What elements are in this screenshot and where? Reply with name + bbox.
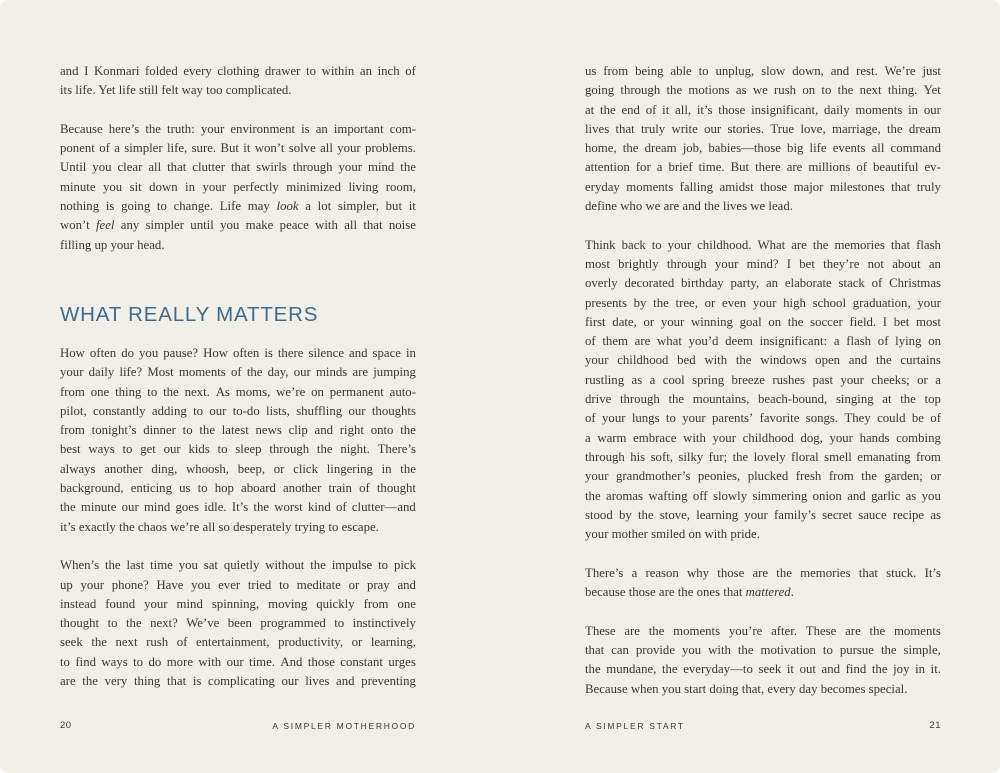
text-line: because those are the ones that mattered.: [585, 585, 794, 600]
text-line: the mundane, the everyday—to seek it out and find the joy in it.: [585, 662, 941, 677]
text-line: your grandmother’s peonies, plucked fresh from the garden; or: [585, 469, 941, 484]
left-page-text-column: [60, 62, 416, 691]
text-line: the aromas wafting off slowly simmering onion and garlic as you: [585, 488, 941, 503]
paragraph: [60, 62, 416, 101]
page-number-right: 21: [929, 720, 941, 731]
text-line: your daily life? Most moments of the day, our minds are jumping: [60, 365, 416, 380]
text-line: nothing is going to change. Life may look a lot simpler, but it: [60, 199, 416, 214]
text-line: These are the moments you’re after. These are the moments: [585, 623, 941, 638]
text-line: thought to the next? We’ve been programmed to instinctively: [60, 616, 416, 631]
text-line: from one thing to the next. As moms, we’re on permanent auto-: [60, 384, 416, 399]
text-line: your mother smiled on with pride.: [585, 527, 760, 542]
text-line: background, enticing us to hop aboard another train of thought: [60, 481, 416, 496]
text-line: at the end of it all, it’s those insignificant, daily moments in our: [585, 102, 941, 117]
text-line: the minute our mind goes idle. It’s the worst kind of clutter—and: [60, 500, 416, 515]
text-line: Think back to your childhood. What are the memories that flash: [585, 237, 941, 252]
text-line: to find ways to do more with our time. And those constant urges: [60, 654, 416, 669]
text-line: a warm embrace with your childhood dog, your hands combing: [585, 430, 941, 445]
text-line: When’s the last time you sat quietly without the impulse to pick: [60, 558, 416, 573]
paragraph: [60, 344, 416, 537]
running-footer-right: A SIMPLER START: [585, 721, 685, 731]
text-line: define who we are and the lives we lead.: [585, 199, 793, 214]
text-line: first date, or your winning goal on the soccer field. I bet most: [585, 314, 941, 329]
text-line: us from being able to unplug, slow down, and rest. We’re just: [585, 64, 941, 78]
text-line: drive through the mountains, beach-bound, singing at the top: [585, 392, 941, 407]
paragraph: [585, 564, 941, 603]
text-line: from tonight’s dinner to the latest news clip and right onto the: [60, 423, 416, 438]
text-line: its life. Yet life still felt way too complicated.: [60, 83, 292, 98]
text-line: of your lungs to your parents’ favorite songs. They could be of: [585, 411, 941, 426]
paragraph: [585, 236, 941, 545]
text-line: presents by the tree, or even your high school graduation, your: [585, 295, 941, 310]
right-page-text-column: [585, 62, 941, 699]
running-footer-left: A SIMPLER MOTHERHOOD: [272, 721, 416, 731]
text-line: lives that truly write our stories. True love, marriage, the dream: [585, 121, 941, 136]
page-number-left: 20: [60, 720, 72, 731]
paragraph: [585, 622, 941, 699]
text-line: ponent of a simpler life, sure. But it won’t solve all your problems.: [60, 141, 416, 156]
paragraph: [60, 120, 416, 255]
text-line: There’s a reason why those are the memories that stuck. It’s: [585, 565, 941, 580]
text-line: Until you clear all that clutter that swirls through your mind the: [60, 160, 416, 175]
text-line: attention for a brief time. But there are millions of beautiful ev-: [585, 160, 941, 175]
text-line: going through the motions as we rush on to the next thing. Yet: [585, 83, 941, 98]
text-line: rustling as a cool spring breeze rushes past your cheeks; or a: [585, 372, 941, 387]
paragraph: [585, 62, 941, 216]
text-line: always another ding, whoosh, beep, or click lingering in the: [60, 461, 416, 476]
text-line: Because when you start doing that, every day becomes special.: [585, 681, 908, 696]
text-line: it’s exactly the chaos we’re all so desperately trying to escape.: [60, 519, 379, 534]
text-line: pilot, constantly adding to our to-do lists, shuffling our thoughts: [60, 403, 416, 418]
text-line: filling up your head.: [60, 237, 165, 252]
text-line: best ways to get our kids to sleep through the night. There’s: [60, 442, 416, 457]
text-line: up your phone? Have you ever tried to meditate or pray and: [60, 577, 416, 592]
text-line: through his soft, silky fur; the lovely floral smell emanating from: [585, 449, 941, 464]
text-line: home, the dream job, babies—those big life events all command: [585, 141, 941, 156]
text-line: that can provide you with the motivation to pursue the simple,: [585, 642, 941, 657]
text-line: your childhood bed with the windows open and the curtains: [585, 353, 941, 368]
text-line: most brightly through your mind? I bet they’re not about an: [585, 256, 941, 271]
paragraph: [60, 556, 416, 691]
text-line: instead found your mind spinning, moving quickly from one: [60, 596, 416, 611]
text-line: eryday moments falling amidst those major milestones that truly: [585, 179, 941, 194]
text-line: seek the next rush of entertainment, productivity, or learning,: [60, 635, 416, 650]
text-line: stood by the stove, learning your family’s secret sauce recipe as: [585, 507, 941, 522]
text-line: overly decorated birthday party, an elaborate stack of Christmas: [585, 276, 941, 291]
section-heading: WHAT REALLY MATTERS: [60, 302, 319, 326]
text-line: are the very thing that is complicating our lives and preventing: [60, 674, 416, 689]
text-line: of them are what you’d deem insignificant: a flash of lying on: [585, 334, 941, 349]
text-line: How often do you pause? How often is there silence and space in: [60, 345, 416, 360]
text-line: Because here’s the truth: your environment is an important com-: [60, 121, 416, 136]
text-line: and I Konmari folded every clothing drawer to within an inch of: [60, 64, 416, 78]
text-line: minute you sit down in your perfectly minimized living room,: [60, 179, 416, 194]
text-line: won’t feel any simpler until you make peace with all that noise: [60, 218, 416, 233]
